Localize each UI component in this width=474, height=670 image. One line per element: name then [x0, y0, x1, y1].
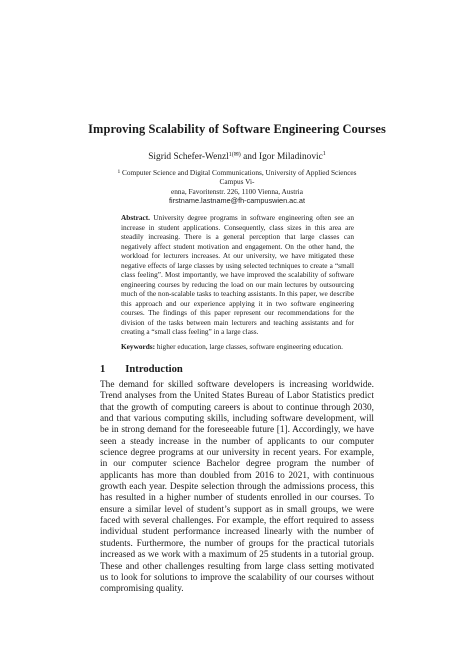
abstract-label: Abstract.	[121, 213, 150, 222]
abstract	[121, 213, 354, 337]
affiliation-number: 1	[117, 169, 121, 175]
author-affiliation-mark: 1	[322, 151, 326, 157]
body-paragraph: The demand for skilled software developers is increasing worldwide. Trend analyses from the United States Bureau of Labor Statistics predict that the growth of computing careers is about to continue through 2030, and that various computing skills, including software development, will be in strong demand for the foreseeable future [1]. Accordingly, we have seen a steady increase in the number of applicants to our computer science degree programs at our university in recent years. For example, in our computer science Bachelor degree program the number of applicants has more than doubled from 2016 to 2021, with continuous growth each year. Despite selection through the admissions process, this has resulted in a higher number of students enrolled in our courses. To ensure a similar level of student’s support as in small groups, we were faced with several challenges. For example, the effort required to assess individual student performance increased linearly with the number of students. Furthermore, the number of groups for the practical tutorials increased as we work with a maximum of 25 students in a tutorial group. These and other challenges resulting from large class setting motivated us to look for solutions to improve the scalability of our courses without compromising quality.	[100, 380, 374, 595]
keywords	[121, 342, 371, 351]
affiliation-line: Computer Science and Digital Communications, University of Applied Sciences Campus Vi-	[120, 168, 357, 187]
affiliation-line: enna, Favoritenstr. 226, 1100 Vienna, Austria	[171, 186, 303, 196]
author-line	[60, 152, 414, 162]
section-title: Introduction	[125, 364, 183, 375]
author-affiliation-mark: 1(✉)	[228, 152, 241, 158]
introduction-body	[100, 380, 374, 596]
keywords-label: Keywords:	[121, 342, 156, 351]
author-name: Sigrid Schefer-Wenzl	[148, 152, 229, 162]
section-number: 1	[100, 364, 106, 375]
author-conjunction: and	[240, 152, 259, 162]
affiliation	[112, 168, 362, 205]
section-heading	[100, 364, 183, 375]
paper-title: Improving Scalability of Software Engineering Courses	[88, 122, 386, 136]
contact-email: firstname.lastname@fh-campuswien.ac.at	[169, 195, 305, 205]
author-name: Igor Miladinovic	[259, 152, 323, 162]
keywords-text: higher education, large classes, software engineering education.	[155, 342, 343, 351]
abstract-text: University degree programs in software engineering often see an increase in student applications. Consequently, class sizes in this area are steadily increasing. There is a general perception that large classes can negatively affect student motivation and engagement. On the other hand, the workload for lecturers increases. At our university, we have mitigated these negative effects of large classes by using selected techniques to create a “small class feeling”. Most importantly, we have improved the scalability of software engineering courses by reducing the load on our main lectures by outsourcing much of the non-scalable tasks to teaching assistants. In this paper, we describe this approach and our experience applying it in two software engineering courses. The findings of this paper represent our recommendations for the division of the tasks between main lecturers and teaching assistants and for creating a “small class feeling” in a large class.	[121, 213, 354, 336]
